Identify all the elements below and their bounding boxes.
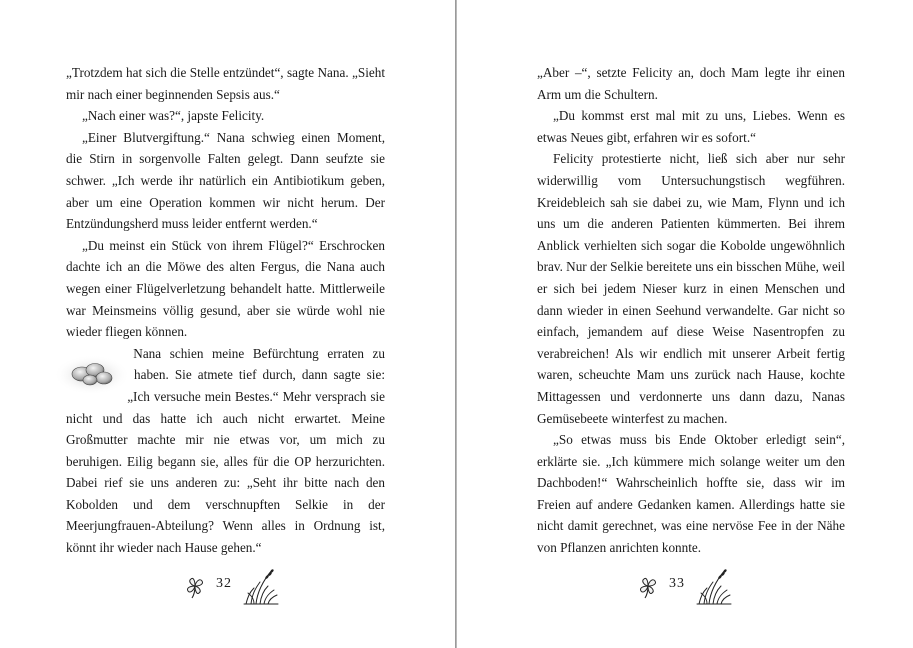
paragraph: „Aber –“, setzte Felicity an, doch Mam legte ihr einen Arm um die Schultern. [537,65,845,102]
paragraph: „So etwas muss bis Ende Oktober erledigt sein“, erklärte sie. „Ich kümmere mich solange weiter um den Dachboden!“ Wahrscheinlich hoffte sie, dass wir im Freien auf andere Gedanken kamen. Allerdings hatte sie nicht damit gerechnet, was eine nervöse Fee in der Nähe von Pflanzen anrichten konnte. [537,432,845,556]
paragraph: „Nach einer was?“, japste Felicity. [82,108,265,124]
right-page-text [537,62,845,559]
page-number: 32 [216,576,232,591]
right-page [457,0,912,648]
paragraph: „Trotzdem hat sich die Stelle entzündet“, sagte Nana. „Sieht mir nach einer beginnenden Sepsis aus.“ [66,65,385,102]
paragraph: „Du meinst ein Stück von ihrem Flügel?“ Erschrocken dachte ich an die Möwe des alten Fergus, die Nana auch wegen einer Flügelverletzung behandelt hatte. Mittlerweile war Meinsmeins völlig gesund, aber sie würde wohl nie wieder fliegen können. [66,237,385,340]
clover-icon [182,574,208,600]
left-page-footer [182,566,282,606]
left-page [0,0,455,648]
paragraph: Nana schien meine Befürchtung erraten zu haben. Sie atmete tief durch, dann sagte sie: „Ich versuche mein Bestes.“ Mehr versprach sie nicht und das hatte ich auch nicht erwartet. Meine Großmutter machte mir nie etwas vor, um mich zu beruhigen. Eilig begann sie, alles für die OP herzurichten. Dabei rief sie uns anderen zu: „Seht ihr bitte nach den Kobolden und dem verschnupften Selkie in der Meerjungfrauen-Abteilung? Wenn alles in Ordnung ist, könnt ihr wieder nach Hause gehen.“ [66,345,385,556]
right-page-footer [635,566,735,606]
grass-icon [242,566,280,606]
clover-icon [635,574,661,600]
page-number: 33 [669,576,685,591]
grass-icon [695,566,733,606]
paragraph: „Du kommst erst mal mit zu uns, Liebes. Wenn es etwas Neues gibt, erfahren wir es sofort.“ [537,108,845,145]
left-page-text [66,62,385,559]
paragraph: Felicity protestierte nicht, ließ sich aber nur sehr widerwillig vom Untersuchungstisch wegführen. Kreidebleich sah sie dabei zu, wie Mam, Flynn und ich uns um die anderen Patienten kümmerten. Bei ihrem Anblick verhielten sich sogar die Kobolde ungewöhnlich brav. Nur der Selkie bereitete uns ein bisschen Mühe, weil er sich bei jedem Nieser kurz in einen Menschen und dann wieder in einen Seehund verwandelte. Gar nicht so einfach, jemandem auf diese Weise Nasentropfen zu verabreichen! Als wir endlich mit unserer Arbeit fertig waren, scheuchte Mam uns zurück nach Hause, kochte Mittagessen und verdonnerte uns dann dazu, Nanas Gemüsebeete winterfest zu machen. [537,151,845,426]
paragraph: „Einer Blutvergiftung.“ Nana schwieg einen Moment, die Stirn in sorgenvolle Falten gelegt. Dann seufzte sie schwer. „Ich werde ihr natürlich ein Antibiotikum geben, aber um eine Operation kommen wir nicht herum. Der Entzündungsherd muss leider entfernt werden.“ [66,129,385,232]
pebbles-illustration-icon [52,347,130,397]
